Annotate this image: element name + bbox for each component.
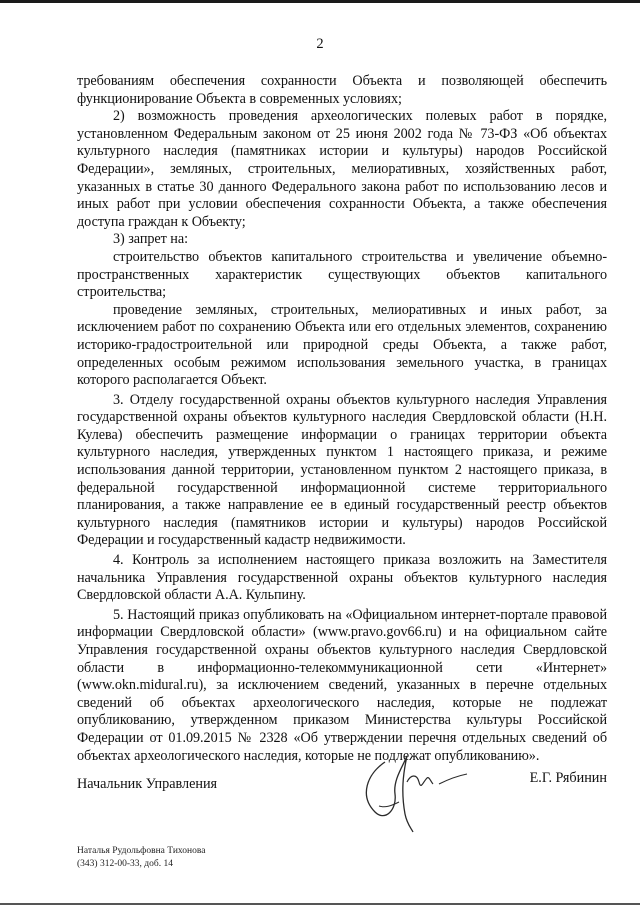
executor-name: Наталья Рудольфовна Тихонова: [77, 846, 206, 856]
paragraph-section-4: 4. Контроль за исполнением настоящего приказа возложить на Заместителя начальника Управления государственной охраны объектов культурного наследия Свердловской области А.А. Кульпину.: [77, 552, 607, 604]
paragraph-ban-works: проведение земляных, строительных, мелиоративных и иных работ, за исключением работ по сохранению Объекта или его отдельных элементов, сохранению историко-градостроительной или природной среды Объекта, а также работ, определенных особым режимом использования земельного участка, в границах которого располагается Объект.: [77, 301, 607, 389]
signer-name: Е.Г. Рябинин: [529, 770, 607, 786]
paragraph-item-3: 3) запрет на:: [113, 231, 188, 248]
paragraph-section-3: 3. Отделу государственной охраны объектов культурного наследия Управления государственной охраны объектов культурного наследия Свердловской области (Н.Н. Кулева) обеспечить размещение информации о границах территории объекта культурного наследия, утвержденных пунктом 1 настоящего приказа, и режиме использования данной территории, установленном пунктом 2 настоящего приказа, в федеральной государственной информационной системе территориального планирования, а также направление ее в единый государственный реестр объектов культурного наследия (памятников истории и культуры) народов Российской Федерации и государственный кадастр недвижимости.: [77, 391, 607, 549]
executor-info: [77, 845, 205, 871]
paragraph-continuation: требованиям обеспечения сохранности Объекта и позволяющей обеспечить функционирование Объекта в современных условиях;: [77, 73, 607, 107]
document-body: [77, 73, 607, 765]
handwritten-signature: [345, 744, 475, 834]
signer-position: Начальник Управления: [77, 776, 218, 792]
page-number: 2: [316, 36, 324, 52]
scan-edge-top: [0, 0, 640, 3]
paragraph-section-5: 5. Настоящий приказ опубликовать на «Официальном интернет-портале правовой информации Свердловской области» (www.pravo.gov66.ru) и на официальном сайте Управления государственной охраны объектов культурного наследия Свердловской области в информационно-телекоммуникационной сети «Интернет» (www.okn.midural.ru), за исключением сведений, указанных в перечне отдельных сведений об объектах археологического наследия, которые не подлежат опубликованию, утвержденном приказом Министерства культуры Российской Федерации от 01.09.2015 № 2328 «Об утверждении перечня отдельных сведений об объектах археологического наследия, которые не подлежат опубликованию».: [77, 606, 607, 764]
signature-block: [77, 766, 607, 826]
executor-phone: (343) 312-00-33, доб. 14: [77, 859, 173, 869]
paragraph-item-2: 2) возможность проведения археологических полевых работ в порядке, установленном Федеральным законом от 25 июня 2002 года № 73-ФЗ «Об объектах культурного наследия (памятниках истории и культуры) народов Российской Федерации», земляных, строительных, мелиоративных, хозяйственных работ, указанных в статье 30 данного Федерального закона работ по использованию лесов и иных работ при условии обеспечения сохранности Объекта, а также обеспечения доступа граждан к Объекту;: [77, 108, 607, 230]
paragraph-ban-construction: строительство объектов капитального строительства и увеличение объемно-пространственных характеристик существующих объектов капитального строительства;: [77, 248, 607, 301]
